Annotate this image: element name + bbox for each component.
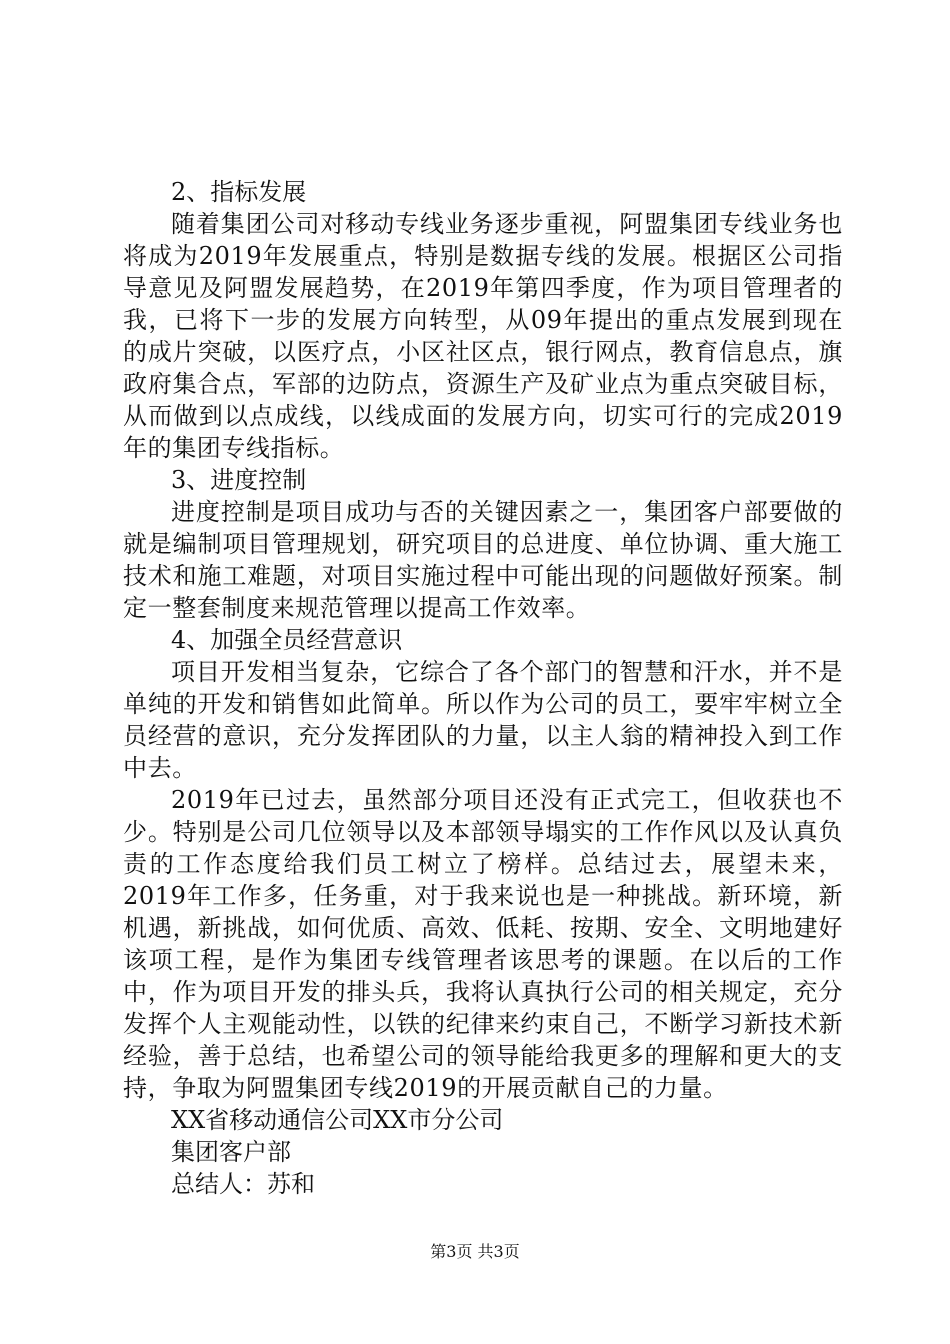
section-paragraph-indicator-development: 随着集团公司对移动专线业务逐步重视，阿盟集团专线业务也将成为2019年发展重点，特别是数据专线的发展。根据区公司指导意见及阿盟发展趋势，在2019年第四季度，作为项目管理者的我，已将下一步的发展方向转型，从09年提出的重点发展到现在的成片突破，以医疗点，小区社区点，银行网点，教育信息点，旗政府集合点，军部的边防点，资源生产及矿业点为重点突破目标，从而做到以点成线，以线成面的发展方向，切实可行的完成2019年的集团专线指标。	[123, 210, 843, 462]
signature-company: XX省移动通信公司XX市分公司	[171, 1106, 504, 1134]
section-paragraph-progress-control: 进度控制是项目成功与否的关键因素之一，集团客户部要做的就是编制项目管理规划，研究项目的总进度、单位协调、重大施工技术和施工难题，对项目实施过程中可能出现的问题做好预案。制定一整套制度来规范管理以提高工作效率。	[123, 498, 843, 622]
page-number-footer: 第3页 共3页	[430, 1242, 520, 1261]
section-heading-progress-control: 3、进度控制	[171, 466, 307, 494]
section-heading-operation-awareness: 4、加强全员经营意识	[171, 626, 403, 654]
section-paragraph-operation-awareness: 项目开发相当复杂，它综合了各个部门的智慧和汗水，并不是单纯的开发和销售如此简单。所以作为公司的员工，要牢牢树立全员经营的意识，充分发挥团队的力量，以主人翁的精神投入到工作中去。	[123, 658, 843, 782]
section-heading-indicator-development: 2、指标发展	[171, 178, 307, 206]
document-body	[123, 176, 843, 1200]
conclusion-paragraph: 2019年已过去，虽然部分项目还没有正式完工，但收获也不少。特别是公司几位领导以及本部领导塌实的工作作风以及认真负责的工作态度给我们员工树立了榜样。总结过去，展望未来，2019年工作多，任务重，对于我来说也是一种挑战。新环境，新机遇，新挑战，如何优质、高效、低耗、按期、安全、文明地建好该项工程，是作为集团专线管理者该思考的课题。在以后的工作中，作为项目开发的排头兵，我将认真执行公司的相关规定，充分发挥个人主观能动性，以铁的纪律来约束自己，不断学习新技术新经验，善于总结，也希望公司的领导能给我更多的理解和更大的支持，争取为阿盟集团专线2019的开展贡献自己的力量。	[123, 786, 843, 1102]
signature-department: 集团客户部	[171, 1138, 291, 1166]
signature-author: 总结人：苏和	[171, 1170, 315, 1198]
